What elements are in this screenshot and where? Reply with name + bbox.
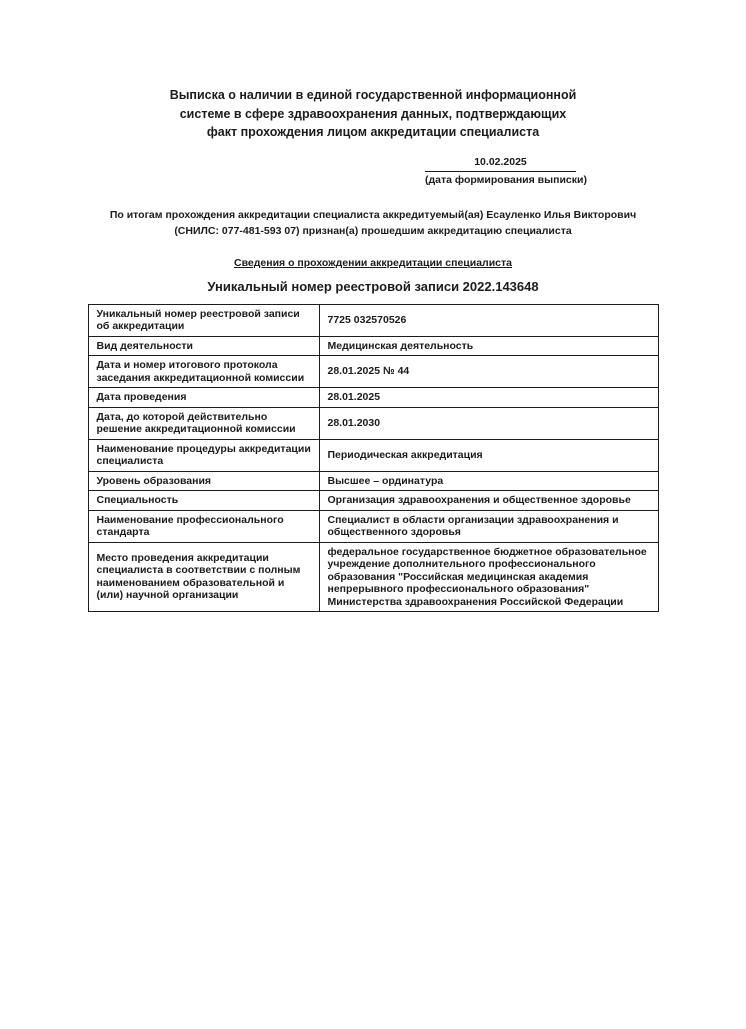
document-title: Выписка о наличии в единой государственной информационной системе в сфере здравоохранения данных, подтверждающих факт прохождения лицом аккредитации специалиста [169, 88, 577, 139]
field-value: 28.01.2025 [319, 388, 658, 408]
field-value: Высшее – ординатура [319, 471, 658, 491]
field-value: Организация здравоохранения и общественное здоровье [319, 491, 658, 511]
field-label: Уровень образования [88, 471, 319, 491]
record-number-heading: Уникальный номер реестровой записи 2022.143648 [207, 278, 539, 294]
field-label: Уникальный номер реестровой записи об аккредитации [88, 304, 319, 336]
table-row [88, 510, 658, 542]
field-value: Специалист в области организации здравоохранения и общественного здоровья [319, 510, 658, 542]
field-label: Дата и номер итогового протокола заседания аккредитационной комиссии [88, 356, 319, 388]
table-row [88, 356, 658, 388]
field-label: Наименование профессионального стандарта [88, 510, 319, 542]
field-label: Место проведения аккредитации специалиста в соответствии с полным наименованием образовательной и (или) научной организации [88, 542, 319, 612]
field-value: 28.01.2030 [319, 407, 658, 439]
field-label: Дата проведения [88, 388, 319, 408]
table-row [88, 304, 658, 336]
field-value: 7725 032570526 [319, 304, 658, 336]
issue-date: 10.02.2025 [425, 156, 576, 172]
field-value: федеральное государственное бюджетное образовательное учреждение дополнительного профессионального образования "Российская медицинская академия непрерывного профессионального образования" Министерства здравоохранения Российской Федерации [319, 542, 658, 612]
table-row [88, 388, 658, 408]
issue-date-block [425, 155, 587, 187]
section-heading: Сведения о прохождении аккредитации специалиста [234, 256, 512, 269]
field-value: Периодическая аккредитация [319, 439, 658, 471]
field-value: Медицинская деятельность [319, 336, 658, 356]
field-label: Дата, до которой действительно решение аккредитационной комиссии [88, 407, 319, 439]
field-label: Специальность [88, 491, 319, 511]
table-row [88, 471, 658, 491]
table-row [88, 336, 658, 356]
table-row [88, 491, 658, 511]
field-label: Наименование процедуры аккредитации специалиста [88, 439, 319, 471]
table-row [88, 439, 658, 471]
table-row [88, 407, 658, 439]
issue-date-caption: (дата формирования выписки) [425, 173, 587, 186]
field-label: Вид деятельности [88, 336, 319, 356]
table-row [88, 542, 658, 612]
intro-paragraph: По итогам прохождения аккредитации специалиста аккредитуемый(ая) Есауленко Илья Викторович (СНИЛС: 077-481-593 07) признан(а) прошедшим аккредитацию специалиста [109, 208, 637, 237]
accreditation-table [88, 304, 659, 613]
field-value: 28.01.2025 № 44 [319, 356, 658, 388]
